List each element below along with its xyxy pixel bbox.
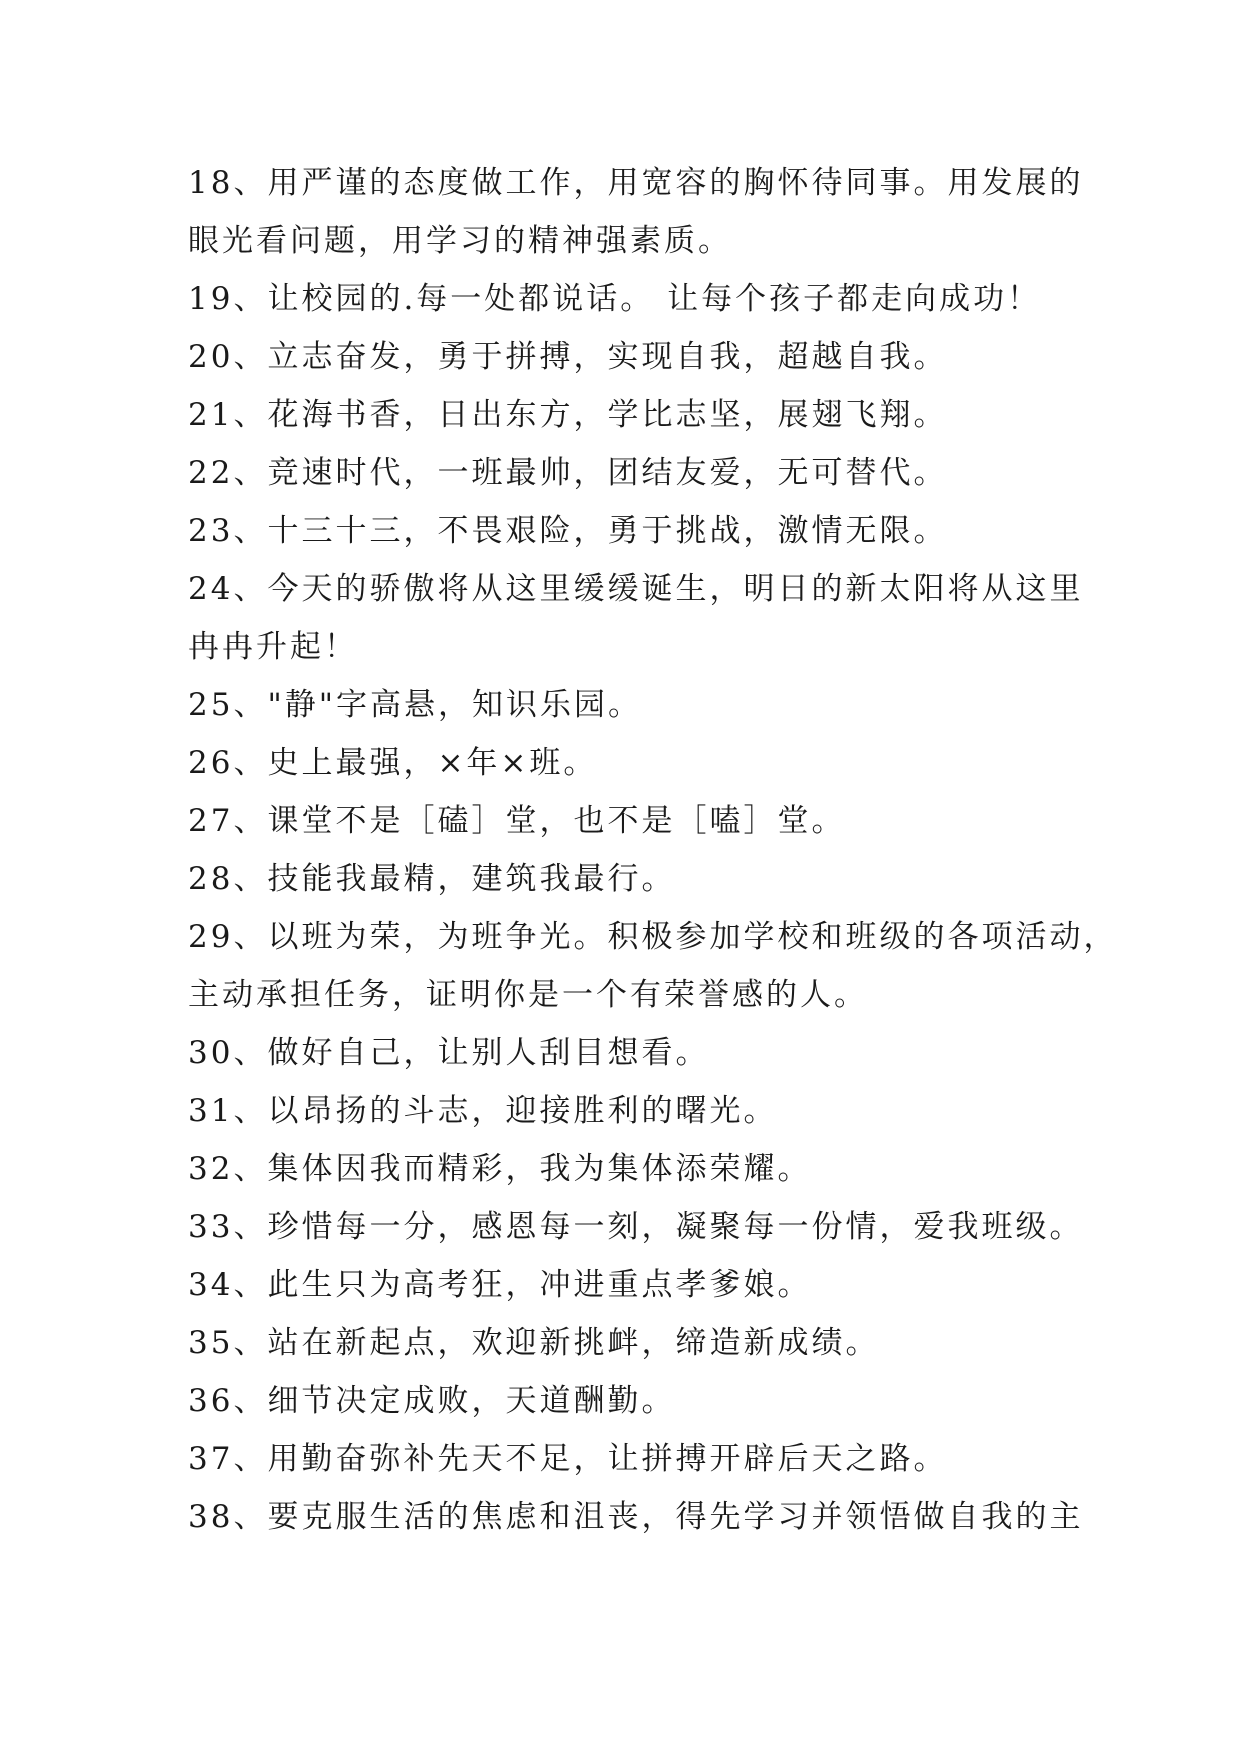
text-line: 32、集体因我而精彩，我为集体添荣耀。: [188, 1151, 812, 1187]
text-line: 眼光看问题，用学习的精神强素质。: [188, 223, 732, 259]
text-line: 18、用严谨的态度做工作，用宽容的胸怀待同事。用发展的: [188, 165, 1084, 201]
text-line: 26、史上最强，×年×班。: [188, 745, 598, 781]
text-line: 30、做好自己，让别人刮目想看。: [188, 1035, 710, 1071]
text-line: 31、以昂扬的斗志，迎接胜利的曙光。: [188, 1093, 778, 1129]
text-line: 23、十三十三，不畏艰险，勇于挑战，激情无限。: [188, 513, 948, 549]
document-body: [188, 154, 1118, 1546]
text-line: 37、用勤奋弥补先天不足，让拼搏开辟后天之路。: [188, 1441, 948, 1477]
text-line: 33、珍惜每一分，感恩每一刻，凝聚每一份情，爱我班级。: [188, 1209, 1084, 1245]
text-line: 冉冉升起！: [188, 629, 358, 665]
text-line: 27、课堂不是［磕］堂，也不是［嗑］堂。: [188, 803, 846, 839]
text-line: 38、要克服生活的焦虑和沮丧，得先学习并领悟做自我的主: [188, 1499, 1084, 1535]
text-line: 19、让校园的.每一处都说话。 让每个孩子都走向成功！: [188, 281, 1042, 317]
text-line: 36、细节决定成败，天道酬勤。: [188, 1383, 676, 1419]
text-line: 主动承担任务，证明你是一个有荣誉感的人。: [188, 977, 868, 1013]
text-line: 35、站在新起点，欢迎新挑衅，缔造新成绩。: [188, 1325, 880, 1361]
text-line: 34、此生只为高考狂，冲进重点孝爹娘。: [188, 1267, 812, 1303]
text-line: 22、竞速时代，一班最帅，团结友爱，无可替代。: [188, 455, 948, 491]
text-line: 25、"静"字高悬，知识乐园。: [188, 687, 642, 723]
text-line: 28、技能我最精，建筑我最行。: [188, 861, 676, 897]
text-line: 29、以班为荣，为班争光。积极参加学校和班级的各项活动，: [188, 919, 1118, 955]
text-line: 20、立志奋发，勇于拼搏，实现自我，超越自我。: [188, 339, 948, 375]
text-line: 21、花海书香，日出东方，学比志坚，展翅飞翔。: [188, 397, 948, 433]
text-line: 24、今天的骄傲将从这里缓缓诞生，明日的新太阳将从这里: [188, 571, 1084, 607]
